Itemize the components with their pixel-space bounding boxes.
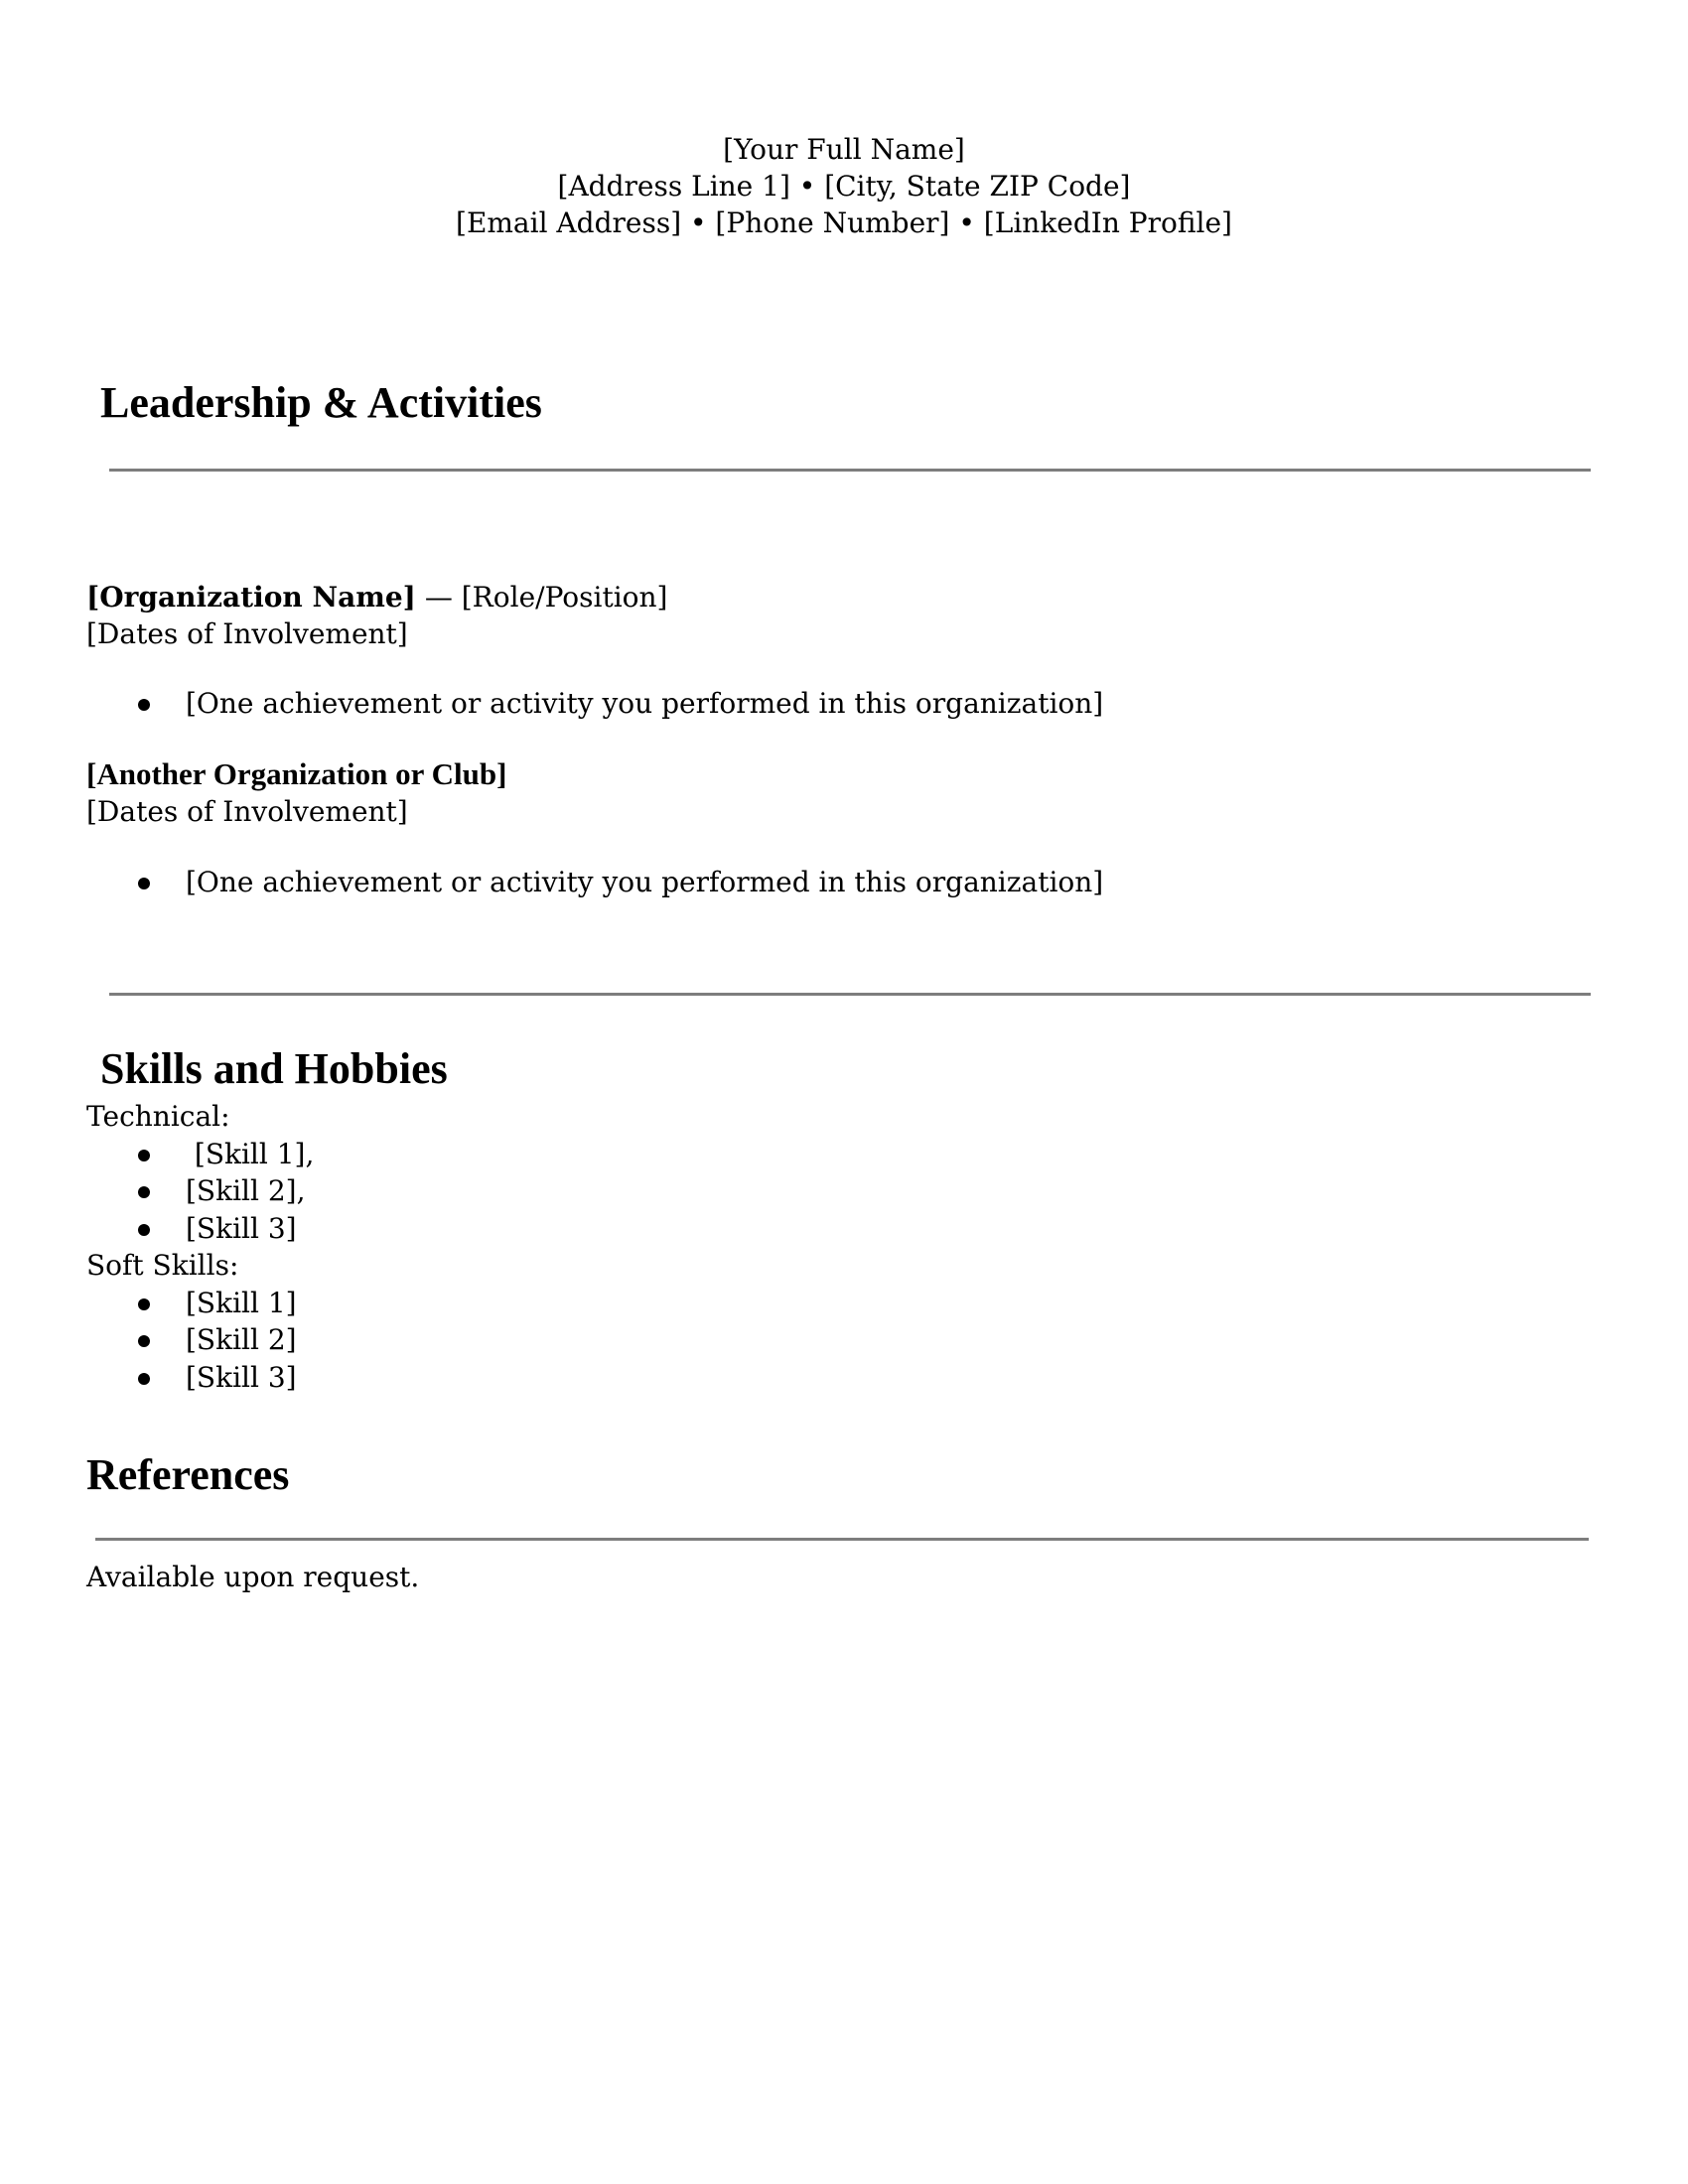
list-item-text: [One achievement or activity you performed in this organization] xyxy=(186,687,1104,720)
org-dates: [Dates of Involvement] xyxy=(86,795,408,828)
bullet-icon xyxy=(138,878,150,889)
org-entry-header xyxy=(86,755,506,793)
bullet-icon xyxy=(138,699,150,711)
list-item-text: [Skill 1] xyxy=(186,1287,297,1319)
list-item-text: [Skill 3] xyxy=(186,1361,297,1394)
org-name: [Organization Name] xyxy=(86,581,416,614)
bullet-icon xyxy=(138,1335,150,1347)
list-item-text: [Skill 1], xyxy=(186,1138,315,1170)
contact-line: [Email Address] • [Phone Number] • [LinkedIn Profile] xyxy=(456,206,1232,239)
references-section-title: References xyxy=(86,1450,290,1499)
bullet-icon xyxy=(138,1298,150,1310)
leadership-section-title: Leadership & Activities xyxy=(100,378,542,427)
soft-skills-label: Soft Skills: xyxy=(86,1249,239,1282)
section-divider xyxy=(109,469,1591,472)
technical-label: Technical: xyxy=(86,1100,230,1133)
org-role: [Role/Position] xyxy=(461,581,668,614)
bullet-icon xyxy=(138,1150,150,1161)
org-dates: [Dates of Involvement] xyxy=(86,617,408,650)
references-text: Available upon request. xyxy=(86,1561,420,1593)
contact-header xyxy=(0,131,1688,241)
org-name: [Another Organization or Club] xyxy=(86,756,507,791)
org-entry-header xyxy=(86,579,667,615)
full-name: [Your Full Name] xyxy=(723,133,965,166)
skills-section-title: Skills and Hobbies xyxy=(100,1044,448,1093)
list-item-text: [Skill 2] xyxy=(186,1323,297,1356)
list-item-text: [Skill 3] xyxy=(186,1212,297,1245)
section-divider xyxy=(95,1538,1589,1541)
section-divider xyxy=(109,993,1591,996)
list-item-text: [Skill 2], xyxy=(186,1174,306,1207)
bullet-icon xyxy=(138,1186,150,1198)
bullet-icon xyxy=(138,1373,150,1385)
org-separator: — xyxy=(415,581,462,614)
bullet-icon xyxy=(138,1224,150,1236)
list-item-text: [One achievement or activity you performed in this organization] xyxy=(186,866,1104,898)
address-line: [Address Line 1] • [City, State ZIP Code] xyxy=(557,170,1131,203)
